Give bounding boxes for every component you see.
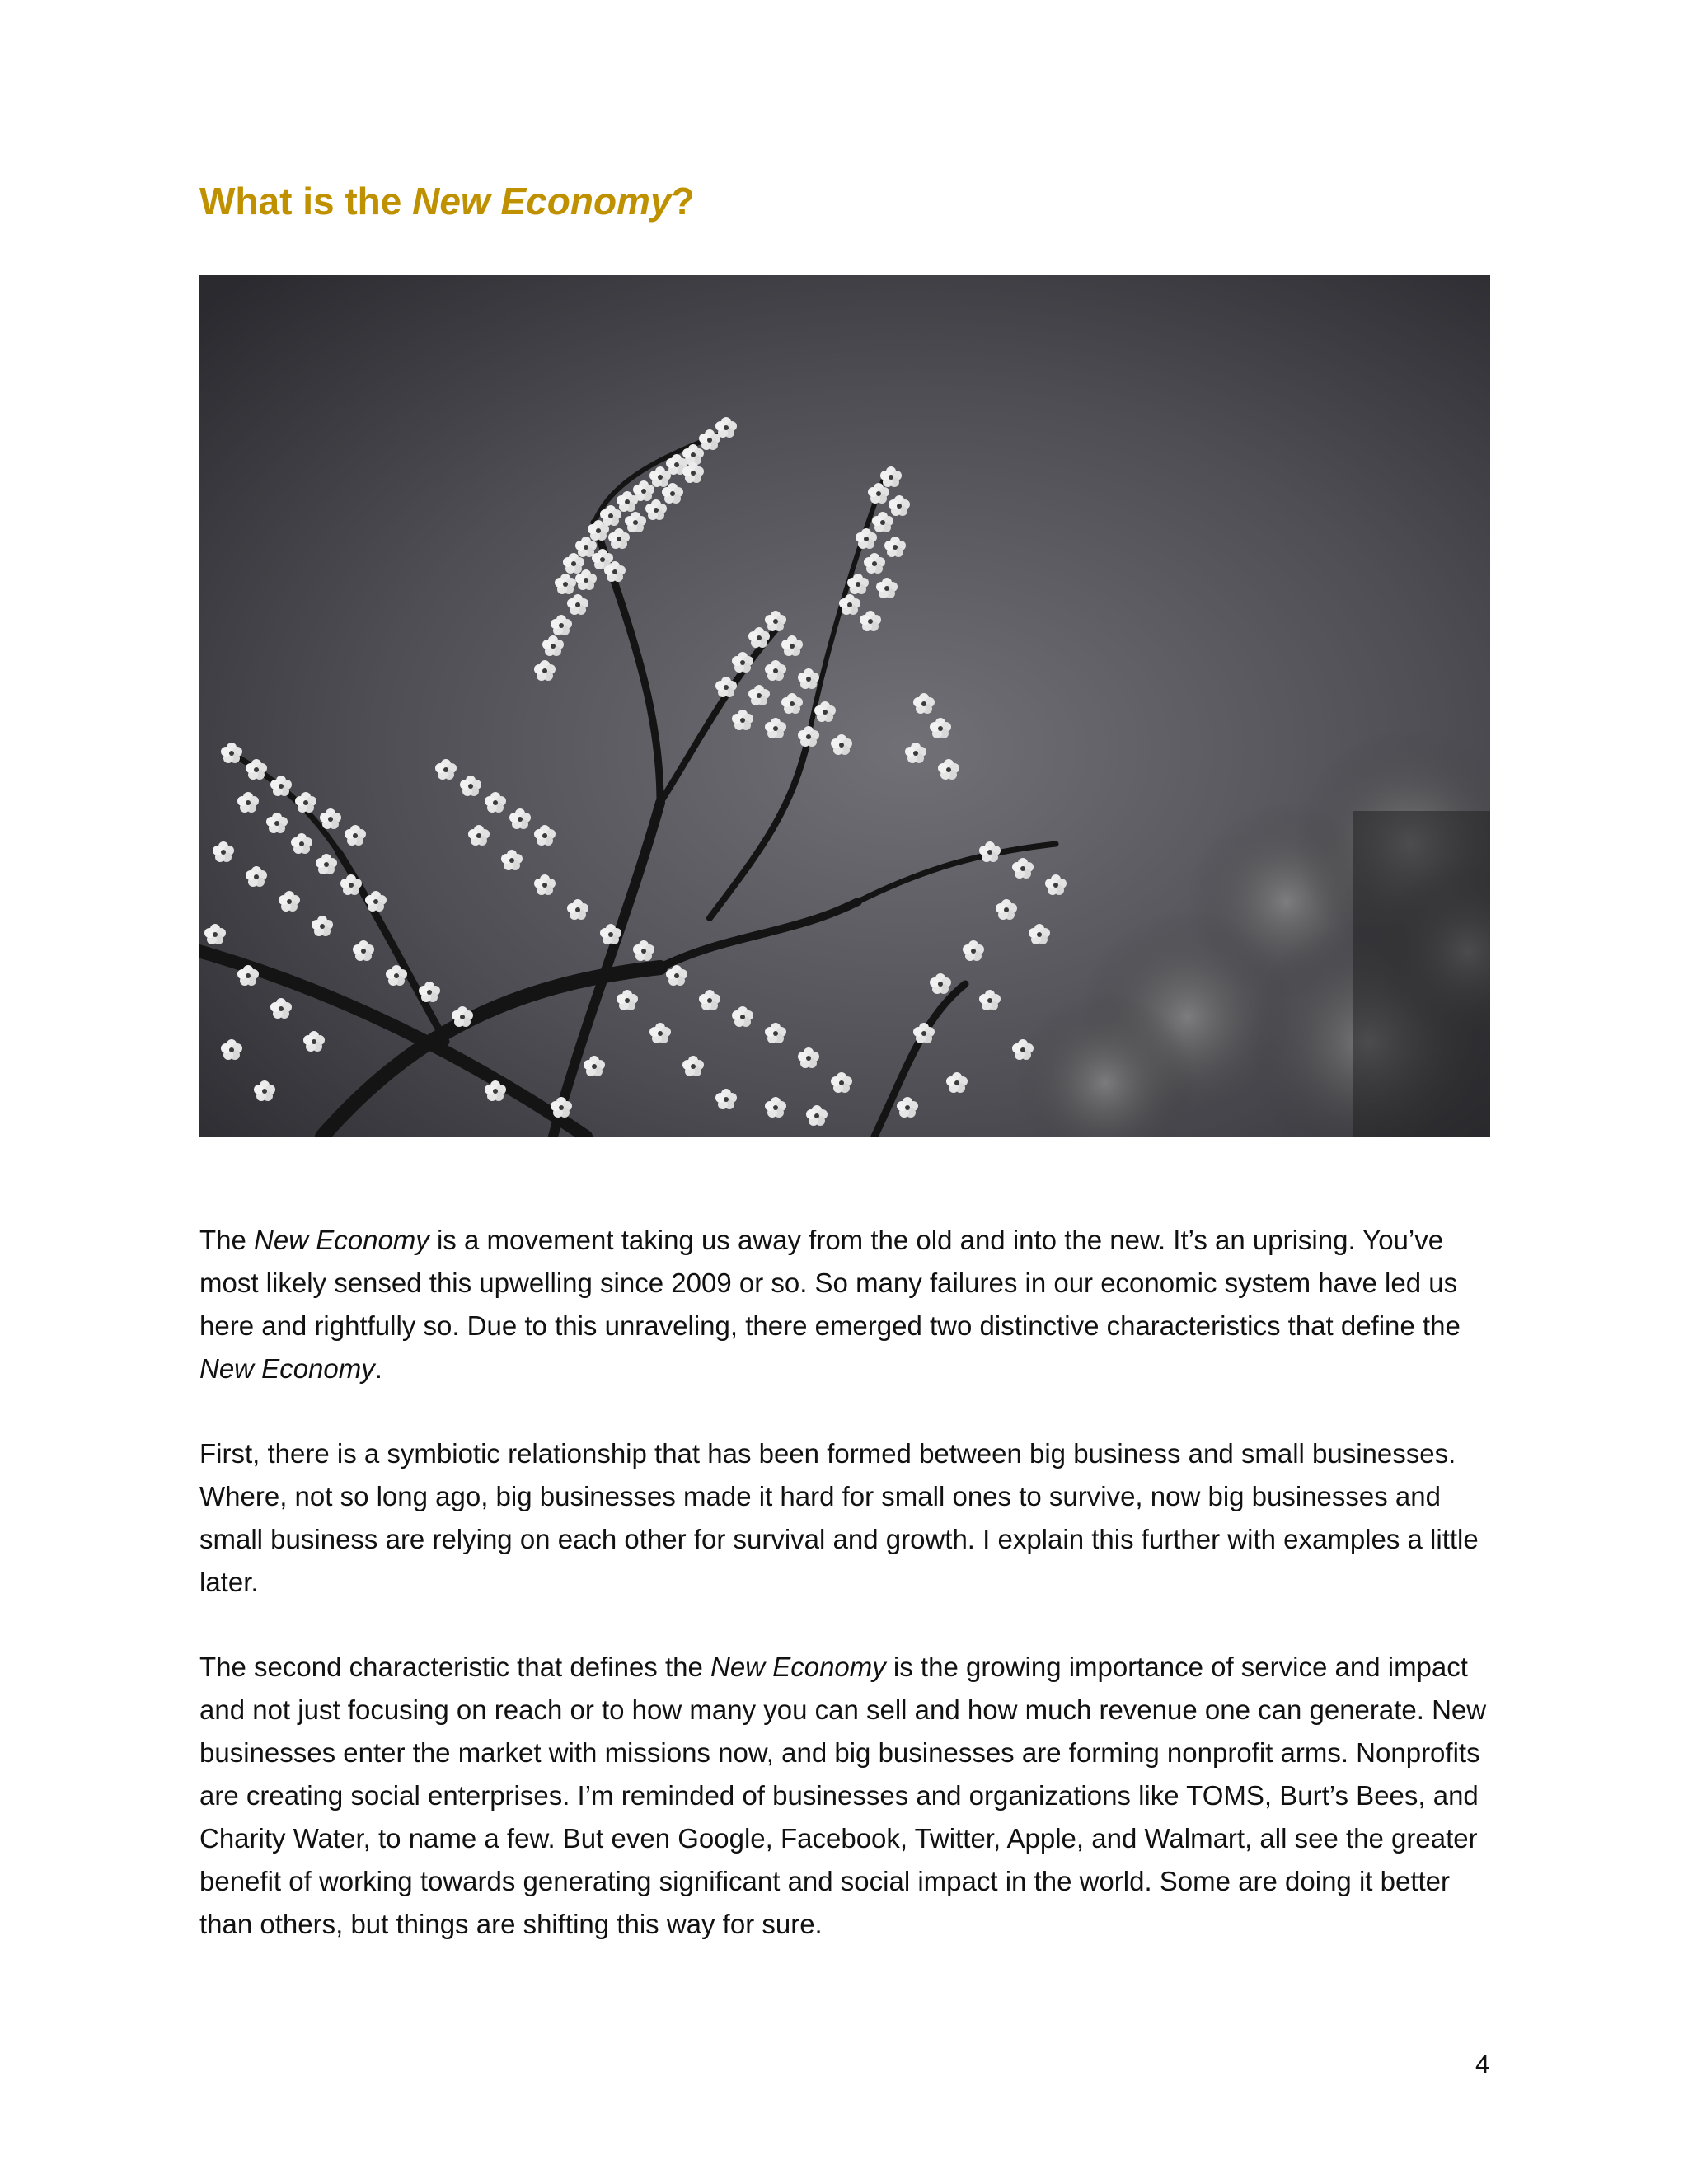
paragraph-segment-italic: New Economy (254, 1225, 429, 1255)
title-suffix: ? (671, 180, 695, 223)
page-title (199, 171, 695, 231)
paragraph-segment: . (374, 1353, 382, 1384)
title-emphasis: New Economy (412, 180, 672, 223)
paragraph-segment: The (199, 1225, 255, 1255)
paragraph-segment: is the growing importance of service and impact and not just focusing on reach or to how many you can sell and how much revenue one can generate. New businesses enter the market with missions now, and big businesses are forming nonprofit arms. Nonprofits are creating social enterprises. I’m reminded of businesses and organizations like TOMS, Burt’s Bees, and Charity Water, to name a few. But even Google, Facebook, Twitter, Apple, and Walmart, all see the greater benefit of working towards generating significant and social impact in the world. Some are doing it better than others, but things are shifting this way for sure. (199, 1652, 1487, 1939)
cherry-blossom-photo (199, 275, 1490, 1137)
paragraph-segment-italic: New Economy (710, 1652, 886, 1682)
page-number: 4 (1475, 2050, 1490, 2079)
paragraph-segment: The second characteristic that defines the (199, 1652, 711, 1682)
paragraph-segment: First, there is a symbiotic relationship that has been formed between big business and small businesses. Where, not so long ago, big businesses made it hard for small ones to survive, now big businesses and small business are relying on each other for survival and growth. I explain this further with examples a little later. (199, 1438, 1479, 1597)
title-prefix: What is the (199, 180, 413, 223)
paragraph-segment: is a movement taking us away from the old and into the new. It’s an uprising. You’ve most likely sensed this upwelling since 2009 or so. So many failures in our economic system have led us here and rightfully so. Due to this unraveling, there emerged two distinctive characteristics that define the (199, 1225, 1461, 1341)
paragraph-3 (199, 1646, 1502, 1946)
photo-illustration (199, 275, 1490, 1137)
paragraph-2 (199, 1432, 1502, 1604)
paragraph-1 (199, 1219, 1502, 1390)
paragraph-segment-italic: New Economy (199, 1353, 375, 1384)
